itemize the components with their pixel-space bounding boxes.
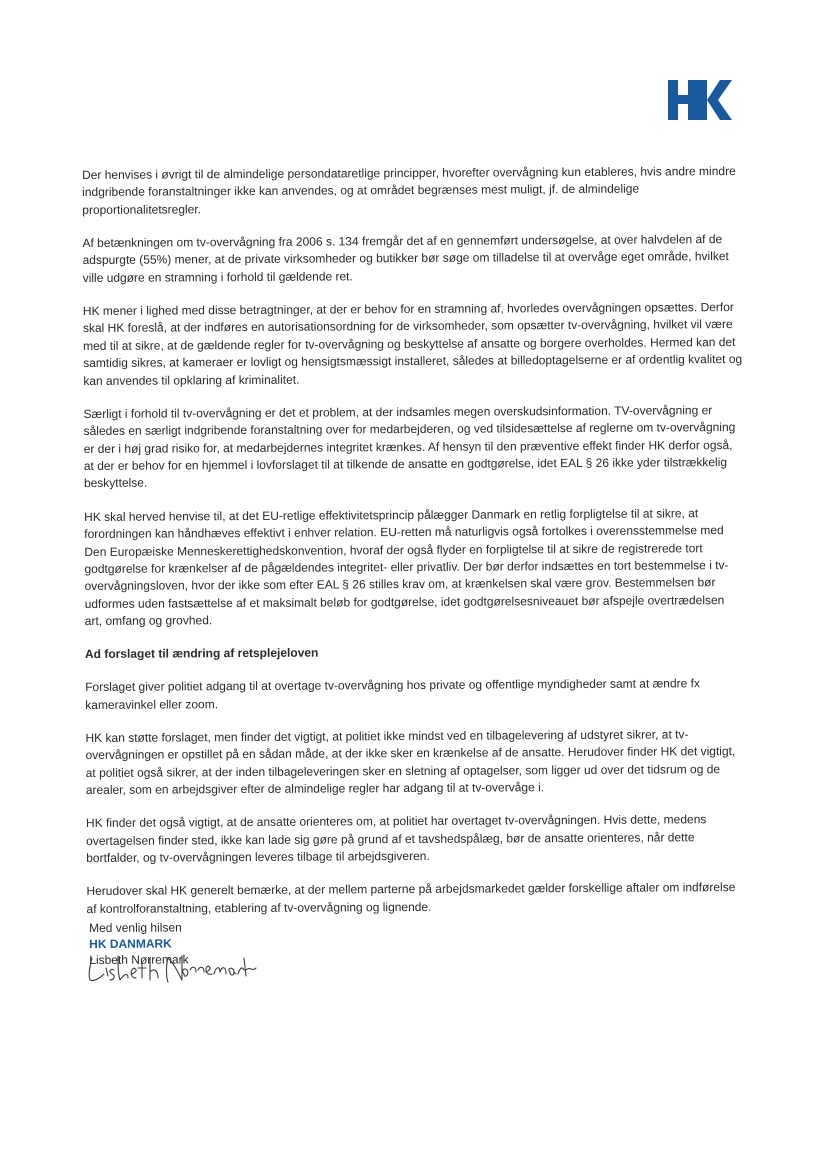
- hk-logo: [668, 80, 732, 120]
- paragraph: HK finder det også vigtigt, at de ansatte orienteres om, at politiet har overtaget tv-overvågningen. Hvis dette, medens overtagelsen finder sted, ikke kan lade sig gøre på grund af et tavshedspålæg, bør de ansatte orienteres, når dette bortfalder, og tv-overvågningen leveres tilbage til arbejdsgiveren.: [85, 812, 707, 866]
- paragraph: Af betænkningen om tv-overvågning fra 2006 s. 134 fremgår det af en gennemført undersøgelse, at over halvdelen af de adspurgte (55%) mener, at de private virksomheder og butikker bør søge om tilladelse til at overvåge eget område, hvilket ville udgøre en stramning i forhold til gældende ret.: [82, 232, 729, 285]
- letter-body: [82, 163, 747, 934]
- greeting: Med venlig hilsen: [89, 920, 182, 935]
- paragraph: HK mener i lighed med disse betragtninger, at der er behov for en stramning af, hvorledes overvågningen opsættes. Derfor skal HK foreslå, at der indføres en autorisationsordning for de virksomheder, som opsætter tv-overvågning, hvilket vil være med til at sikre, at de gældende regler for tv-overvågning og beskyttelse af ansatte og borgere overholdes. Hermed kan det samtidig sikres, at kameraer er lovligt og hensigtsmæssigt installeret, således at billedoptagelserne er af ordentlig kvalitet og kan anvendes til opklaring af kriminalitet.: [82, 300, 743, 388]
- paragraph: Herudover skal HK generelt bemærke, at der mellem parterne på arbejdsmarkedet gælder forskellige aftaler om indførelse af kontrolforanstaltning, etablering af tv-overvågning og lignende.: [86, 880, 736, 916]
- section-heading: Ad forslaget til ændring af retsplejeloven: [84, 645, 319, 662]
- organization-name: HK DANMARK: [89, 936, 172, 951]
- paragraph: HK kan støtte forslaget, men finder det vigtigt, at politiet ikke mindst ved en tilbagelevering af udstyret sikrer, at tv-overvågningen er opstillet på en sådan måde, at der ikke sker en krænkelse af de ansatte. Herudover finder HK det vigtigt, at politiet også sikrer, at der inden tilbageleveringen sker en sletning af optagelser, som ligger ud over det tidsrum og de arealer, som en arbejdsgiver efter de almindelige regler har adgang til at tv-overvåge i.: [85, 727, 736, 798]
- paragraph: Der henvises i øvrigt til de almindelige persondataretlige principper, hvorefter overvågning kun etableres, hvis andre mindre indgribende foranstaltninger ikke kan anvendes, og at området begrænses mest muligt, jf. de almindelige proportionalitetsregler.: [82, 164, 736, 217]
- signer-name: Lisbeth Nørremark: [89, 952, 189, 967]
- paragraph: HK skal herved henvise til, at det EU-retlige effektivitetsprincip pålægger Danmark en retlig forpligtelse til at sikre, at forordningen kan håndhæves effektivt i enhver relation. EU-retten må naturligvis også fortolkes i overensstemmelse med Den Europæiske Menneskerettighedskonvention, hvoraf der også flyder en forpligtelse til at sikre de registrerede tort godtgørelse for krænkelser af de pågældendes integritet- eller privatliv. Der bør derfor indsættes en tort bestemmelse i tv-overvågningsloven, hvor der ikke som efter EAL § 26 stilles krav om, at krænkelsen skal være grov. Bestemmelsen bør udformes uden fastsættelse af et maksimalt beløb for godtgørelse, idet godtgørelsesniveauet bør afspejle overtrædelsen art, omfang og grovhed.: [84, 505, 729, 629]
- paragraph: Særligt i forhold til tv-overvågning er det et problem, at der indsamles megen overskudsinformation. TV-overvågning er således en særligt indgribende foranstaltning over for medarbejderen, og ved tilsidesættelse af reglerne om tv-overvågning er der i høj grad risiko for, at medarbejdernes integritet krænkes. Af hensyn til den præventive effekt finder HK derfor også, at der er behov for en hjemmel i lovforslaget til at tilkende de ansatte en godtgørelse, idet EAL § 26 ikke yder tilstrækkelig beskyttelse.: [83, 403, 736, 491]
- paragraph: Forslaget giver politiet adgang til at overtage tv-overvågning hos private og offentlige myndigheder samt at ændre fx kameravinkel eller zoom.: [85, 676, 701, 712]
- handwritten-signature: [84, 944, 264, 990]
